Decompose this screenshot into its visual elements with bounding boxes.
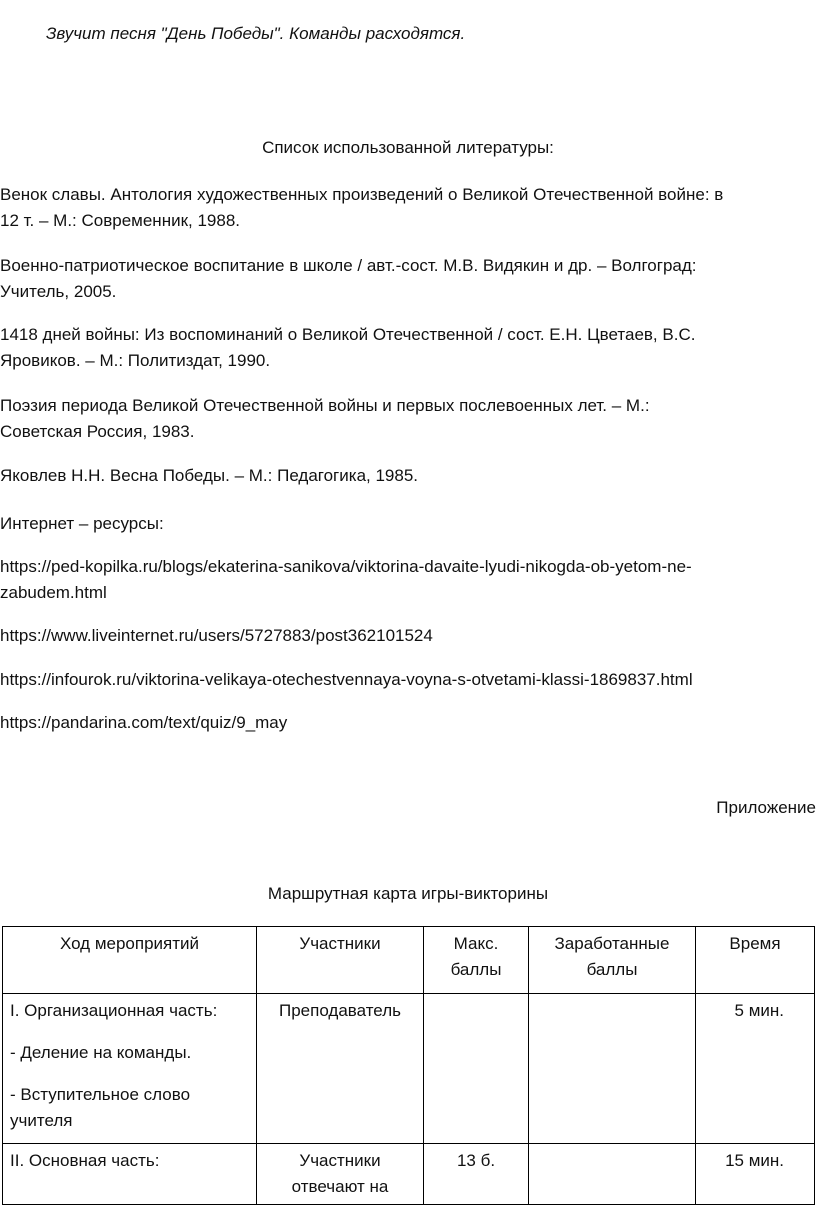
stage-title: II. Основная часть: xyxy=(10,1151,160,1170)
url-line[interactable]: https://pandarina.com/text/quiz/9_may xyxy=(0,713,288,732)
literature-title: Список использованной литературы: xyxy=(262,138,554,157)
max-points-cell: 13 б. xyxy=(424,1144,529,1205)
time-cell: 5 мин. xyxy=(696,994,815,1144)
internet-resources-label: Интернет – ресурсы: xyxy=(0,514,164,533)
column-header: Время xyxy=(696,927,815,994)
url-line[interactable]: https://infourok.ru/viktorina-velikaya-otechestvennaya-voyna-s-otvetami-klassi-1869837.html xyxy=(0,670,693,689)
earned-points-cell xyxy=(529,994,696,1144)
reference-line: Учитель, 2005. xyxy=(0,282,117,301)
url-link[interactable] xyxy=(0,667,693,693)
participants-cell: Участники отвечают на xyxy=(257,1144,424,1205)
table-title: Маршрутная карта игры-викторины xyxy=(267,884,549,903)
column-header: Заработанные баллы xyxy=(529,927,696,994)
earned-points-cell xyxy=(529,1144,696,1205)
reference-item xyxy=(0,393,650,445)
column-header: Макс. баллы xyxy=(424,927,529,994)
stage-item: - Вступительное слово учителя xyxy=(10,1085,191,1130)
table-row xyxy=(3,1144,815,1205)
column-header: Участники xyxy=(257,927,424,994)
max-points-cell xyxy=(424,994,529,1144)
table-row xyxy=(3,994,815,1144)
reference-item xyxy=(0,253,697,305)
url-line[interactable]: zabudem.html xyxy=(0,583,107,602)
stage-item: - Деление на команды. xyxy=(10,1043,192,1062)
url-link[interactable] xyxy=(0,710,287,736)
reference-line: 12 т. – М.: Современник, 1988. xyxy=(0,211,241,230)
reference-item xyxy=(0,463,418,489)
reference-item xyxy=(0,322,695,374)
participants-cell: Преподаватель xyxy=(257,994,424,1144)
stage-title: I. Организационная часть: xyxy=(10,1001,218,1020)
time-cell: 15 мин. xyxy=(696,1144,815,1205)
appendix-label: Приложение xyxy=(716,798,816,817)
url-line[interactable]: https://ped-kopilka.ru/blogs/ekaterina-sanikova/viktorina-davaite-lyudi-nikogda-ob-yetom-ne- xyxy=(0,557,692,576)
reference-line: Поэзия периода Великой Отечественной войны и первых послевоенных лет. – М.: xyxy=(0,396,650,415)
column-header: Ход мероприятий xyxy=(3,927,257,994)
reference-line: Военно-патриотическое воспитание в школе / авт.-сост. М.В. Видякин и др. – Волгоград: xyxy=(0,256,697,275)
url-link[interactable] xyxy=(0,554,692,606)
table-header-row xyxy=(3,927,815,994)
url-link[interactable] xyxy=(0,623,433,649)
route-map-table xyxy=(2,926,815,1205)
reference-line: Советская Россия, 1983. xyxy=(0,422,195,441)
reference-line: Яровиков. – М.: Политиздат, 1990. xyxy=(0,351,271,370)
intro-stage-direction: Звучит песня "День Победы". Команды расходятся. xyxy=(46,24,466,43)
url-line[interactable]: https://www.liveinternet.ru/users/5727883/post362101524 xyxy=(0,626,433,645)
reference-line: Яковлев Н.Н. Весна Победы. – М.: Педагогика, 1985. xyxy=(0,466,419,485)
reference-line: Венок славы. Антология художественных произведений о Великой Отечественной войне: в xyxy=(0,185,724,204)
reference-line: 1418 дней войны: Из воспоминаний о Великой Отечественной / сост. Е.Н. Цветаев, В.С. xyxy=(0,325,696,344)
stage-cell xyxy=(3,994,257,1144)
reference-item xyxy=(0,182,723,234)
stage-cell xyxy=(3,1144,257,1205)
